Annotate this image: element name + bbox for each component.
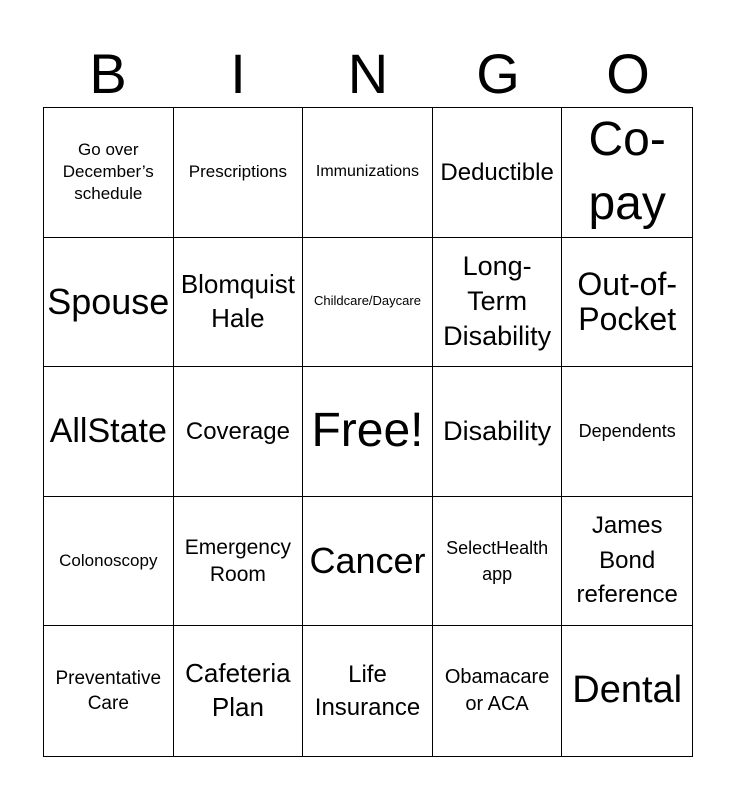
cell-label: Co-pay — [588, 112, 666, 231]
bingo-cell[interactable] — [44, 497, 174, 627]
bingo-board — [43, 107, 693, 757]
cell-label: Obamacare or ACA — [444, 666, 550, 716]
bingo-cell[interactable] — [433, 497, 563, 627]
bingo-header — [43, 40, 693, 108]
cell-label: Cafeteria Plan — [185, 658, 291, 723]
bingo-cell[interactable] — [174, 367, 304, 497]
bingo-cell[interactable] — [44, 626, 174, 756]
bingo-cell[interactable] — [433, 367, 563, 497]
header-letter-n: N — [347, 42, 389, 105]
header-letter-b: B — [89, 42, 127, 105]
bingo-cell[interactable] — [303, 626, 433, 756]
bingo-cell[interactable] — [433, 108, 563, 238]
bingo-cell[interactable] — [44, 367, 174, 497]
bingo-cell[interactable] — [174, 108, 304, 238]
header-letter-o: O — [606, 42, 650, 105]
cell-label: Disability — [443, 415, 552, 446]
cell-label: Immunizations — [315, 162, 420, 180]
cell-label: Childcare/Daycare — [314, 293, 421, 309]
bingo-cell[interactable] — [303, 367, 433, 497]
cell-label: Deductible — [440, 158, 554, 186]
cell-label: Emergency Room — [184, 535, 291, 587]
cell-label: James Bond reference — [576, 511, 678, 609]
bingo-cell[interactable] — [562, 497, 692, 627]
cell-label: Dependents — [578, 420, 676, 441]
cell-label: Long-Term Disability — [443, 251, 552, 352]
cell-label: Cancer — [309, 540, 426, 582]
cell-label: Coverage — [185, 417, 290, 445]
cell-label: Out-of-Pocket — [577, 265, 677, 337]
bingo-cell[interactable] — [303, 497, 433, 627]
bingo-cell[interactable] — [174, 497, 304, 627]
bingo-cell[interactable] — [44, 238, 174, 368]
bingo-cell[interactable] — [433, 626, 563, 756]
free-space: Free! — [311, 404, 424, 458]
bingo-cell[interactable] — [562, 238, 692, 368]
bingo-cell[interactable] — [562, 367, 692, 497]
cell-label: SelectHealth app — [446, 538, 549, 585]
bingo-cell[interactable] — [174, 238, 304, 368]
cell-label: Dental — [572, 669, 683, 712]
bingo-cell[interactable] — [44, 108, 174, 238]
bingo-cell[interactable] — [174, 626, 304, 756]
bingo-cell[interactable] — [303, 238, 433, 368]
bingo-cell[interactable] — [303, 108, 433, 238]
cell-label: Life Insurance — [314, 660, 421, 722]
cell-label: Prescriptions — [188, 162, 288, 182]
cell-label: Colonoscopy — [59, 551, 158, 571]
bingo-cell[interactable] — [562, 108, 692, 238]
cell-label: Blomquist Hale — [180, 269, 295, 333]
header-letter-i: I — [230, 42, 246, 105]
header-letter-g: G — [476, 42, 520, 105]
cell-label: Go over December’s schedule — [62, 140, 154, 204]
bingo-cell[interactable] — [433, 238, 563, 368]
bingo-cell[interactable] — [562, 626, 692, 756]
cell-label: AllState — [49, 411, 167, 450]
cell-label: Spouse — [47, 281, 170, 323]
cell-label: Preventative Care — [55, 667, 162, 715]
